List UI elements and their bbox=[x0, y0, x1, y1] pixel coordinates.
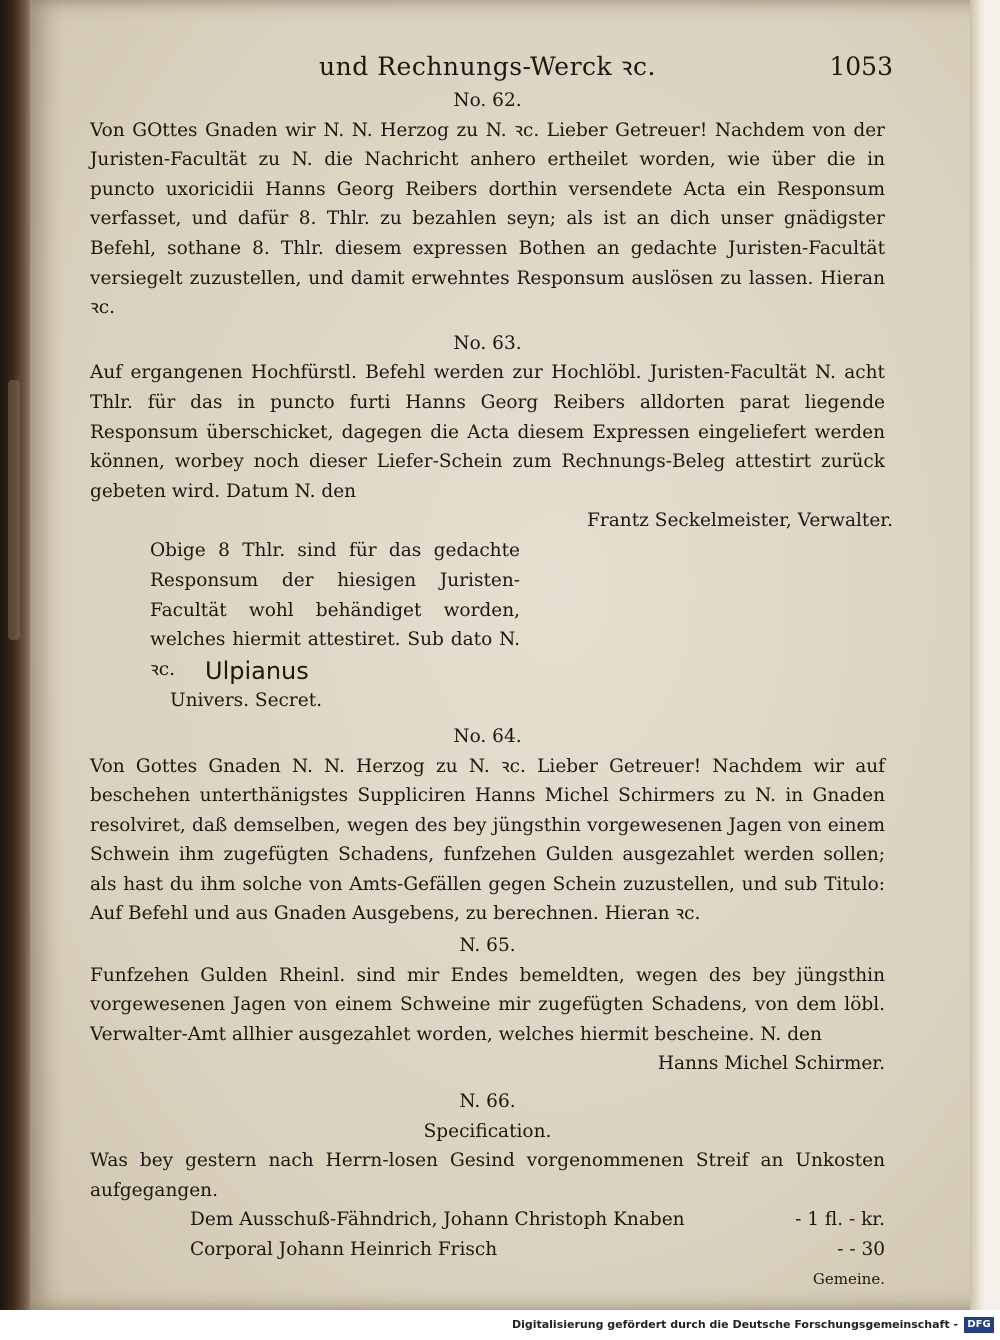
entry-number-62: No. 62. bbox=[453, 90, 522, 111]
cost-item bbox=[190, 1235, 885, 1265]
entry-text-63: Auf ergangenen Hochfürstl. Befehl werden zur Hochlöbl. Juristen-Facultät N. acht Thlr. für das in puncto furti Hanns Georg Reibers alldorten parat liegende Responsum überschicket, dagegen die Acta diesem Expressen eingeliefert werden können, worbey noch dieser Liefer-Schein zum Rechnungs-Beleg attestirt zurück gebeten wird. Datum N. den bbox=[90, 362, 885, 502]
footer-bar bbox=[0, 1310, 1000, 1340]
running-head: und Rechnungs-Werck ꝛc. bbox=[319, 52, 656, 81]
entry-number-63: No. 63. bbox=[453, 332, 522, 354]
signer-name: Ulpianus bbox=[205, 657, 309, 686]
cost-item-label: Corporal Johann Heinrich Frisch bbox=[190, 1239, 498, 1260]
entry-number-64: No. 64. bbox=[453, 725, 522, 747]
page-edge bbox=[970, 0, 985, 1310]
entry-text-62: Von GOttes Gnaden wir N. N. Herzog zu N. ꝛc. Lieber Getreuer! Nachdem von der Juristen-Facultät zu N. die Nachricht anhero ertheilet worden, wie über die in puncto uxoricidii Hanns Georg Reibers dorthin versendete Acta ein Responsum verfasset, und dafür 8. Thlr. zu bezahlen seyn; als ist an dich unser gnädigster Befehl, sothane 8. Thlr. diesem expressen Bothen an gedachte Juristen-Facultät versiegelt zuzustellen, und damit erwehntes Responsum auslösen zu lassen. Hieran ꝛc. bbox=[90, 119, 885, 319]
entry-text-66: Was bey gestern nach Herrn-losen Gesind vorgenommenen Streif an Unkosten aufgegangen. bbox=[90, 1150, 885, 1201]
book-page bbox=[30, 0, 985, 1310]
entry-text-65: Funfzehen Gulden Rheinl. sind mir Endes bemeldten, wegen des bey jüngsthin vorgewesenen Jagen von einem Schweine mir zugefügten Schadens, von dem löbl. Verwalter-Amt allhier ausgezahlet worden, welches hiermit bescheine. N. den bbox=[90, 964, 885, 1045]
entry-number-65: N. 65. bbox=[459, 935, 516, 957]
entry-number-66: N. 66. bbox=[459, 1091, 516, 1113]
page-text bbox=[90, 52, 893, 1294]
cost-item-label: Dem Ausschuß-Fähndrich, Johann Christoph Knaben bbox=[190, 1209, 685, 1231]
cost-item bbox=[190, 1205, 885, 1235]
signature-schirmer: Hanns Michel Schirmer. bbox=[657, 1053, 885, 1075]
page-header bbox=[90, 52, 893, 86]
catchword: Gemeine. bbox=[812, 1269, 885, 1288]
signer-title: Univers. Secret. bbox=[170, 690, 323, 712]
cost-item-amount: - 1 fl. - kr. bbox=[795, 1209, 885, 1231]
funding-note: Digitalisierung gefördert durch die Deutsche Forschungsgemeinschaft - bbox=[511, 1318, 958, 1331]
cost-item-amount: - - 30 bbox=[837, 1239, 885, 1260]
book-binding bbox=[0, 0, 30, 1310]
specification-title: Specification. bbox=[423, 1120, 552, 1142]
attestation-text: Obige 8 Thlr. sind für das gedachte Responsum der hiesigen Juristen-Facultät wohl behändiget worden, welches hiermit attestiret. Sub dato N. ꝛc. bbox=[150, 540, 520, 680]
dfg-logo: DFG bbox=[964, 1317, 994, 1333]
signature-verwalter: Frantz Seckelmeister, Verwalter. bbox=[587, 510, 893, 532]
entry-text-64: Von Gottes Gnaden N. N. Herzog zu N. ꝛc. Lieber Getreuer! Nachdem wir auf beschehen unterthänigstes Suppliciren Hanns Michel Schirmers zu N. in Gnaden resolviret, daß demselben, wegen des bey jüngsthin vorgewesenen Jagen von einem Schwein ihm zugefügten Schadens, funfzehen Gulden ausgezahlet werden sollen; als hast du ihm solche von Amts-Gefällen gegen Schein zuzustellen, und sub Titulo: Auf Befehl und aus Gnaden Ausgebens, zu berechnen. Hieran ꝛc. bbox=[90, 755, 885, 925]
page-number: 1053 bbox=[829, 52, 893, 81]
